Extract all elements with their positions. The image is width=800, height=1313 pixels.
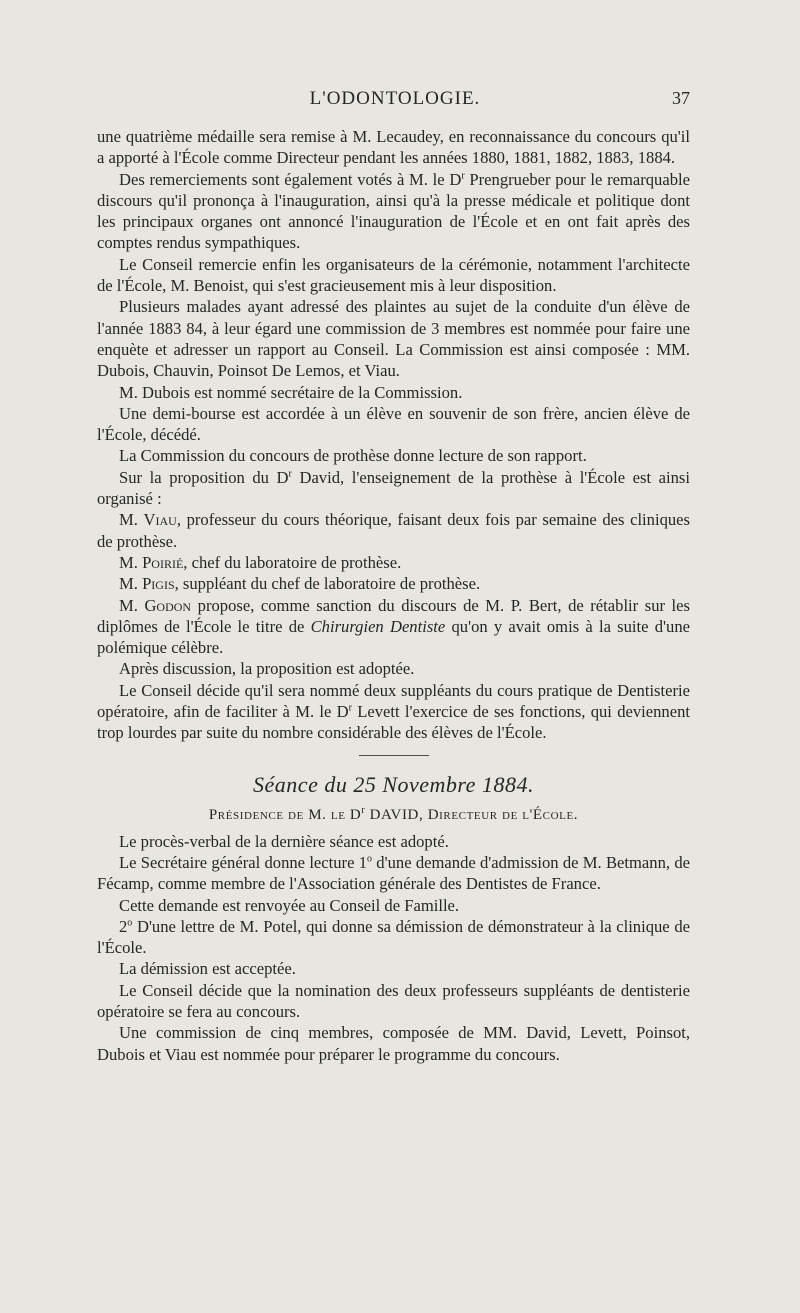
paragraph-half-scholarship: Une demi-bourse est accordée à un élève en souvenir de son frère, ancien élève de l'École, décédé. (97, 403, 690, 445)
mister-prefix: M. (119, 552, 143, 572)
paragraph-family-council: Cette demande est renvoyée au Conseil de Famille. (119, 895, 460, 915)
title-chirurgien-dentiste: Chirurgien Dentiste (310, 616, 446, 636)
paragraph-medal: une quatrième médaille sera remise à M. Lecaudey, en reconnaissance du concours qu'il a apporté à l'École comme Directeur pendant les années 1880, 1881, 1882, 1883, 1884. (97, 127, 690, 168)
session-presidency (97, 805, 690, 825)
paragraph-thanks-start: Des remerciements sont également votés à M. le D (119, 169, 462, 189)
section-divider (359, 755, 429, 756)
admission-end: d'une demande d'admission de M. Betmann, de Fécamp, comme membre de l'Association générale des Dentistes de France. (97, 852, 690, 894)
paragraph-prosthesis-report: La Commission du concours de prothèse donne lecture de son rapport. (119, 446, 587, 466)
paragraph-admission (97, 852, 690, 895)
page-header (100, 88, 690, 114)
page-number: 37 (672, 88, 690, 108)
paragraph-poirie (97, 552, 690, 573)
presidency-label: Présidence de M. le D (208, 806, 362, 823)
paragraph-viau (97, 509, 690, 552)
paragraph-godon (97, 595, 690, 659)
paragraph-secretary: M. Dubois est nommé secrétaire de la Commission. (119, 382, 463, 402)
letter-text: D'une lettre de M. Potel, qui donne sa démission de démonstrateur à la clinique de l'École. (97, 916, 690, 958)
paragraph-adopted: Après discussion, la proposition est adoptée. (119, 659, 415, 679)
ordinal-superscript: o (367, 853, 373, 865)
paragraph-commission: Une commission de cinq membres, composée de MM. David, Levett, Poinsot, Dubois et Viau est nommée pour préparer le programme du concours. (97, 1023, 690, 1064)
person-name: Godon (144, 595, 192, 615)
deputies-end: Levett l'exercice de ses fonctions, qui deviennent trop lourdes par suite du nombre considérable des élèves de l'École. (97, 702, 690, 743)
doctor-superscript: r (461, 170, 465, 182)
mister-prefix: M. (119, 595, 145, 615)
person-name: Viau (143, 510, 177, 530)
paragraph-pigis (97, 573, 690, 594)
letter-number: 2 (119, 916, 128, 936)
role-text: , chef du laboratoire de prothèse. (183, 552, 402, 572)
paragraph-thanks (97, 169, 690, 254)
paragraph-minutes: Le procès-verbal de la dernière séance est adopté. (119, 831, 449, 851)
doctor-superscript: r (361, 804, 366, 816)
body-text (97, 126, 690, 1065)
president-name: DAVID, (365, 806, 428, 823)
paragraph-deputies (97, 680, 690, 744)
ordinal-superscript: o (127, 917, 133, 929)
role-text: , professeur du cours théorique, faisant deux fois par semaine des cliniques de prothèse. (97, 510, 690, 551)
doctor-superscript: r (288, 468, 292, 480)
paragraph-competition: Le Conseil décide que la nomination des deux professeurs suppléants de dentisterie opératoire se fera au concours. (97, 980, 690, 1021)
paragraph-organisers: Le Conseil remercie enfin les organisateurs de la cérémonie, notamment l'architecte de l'École, M. Benoist, qui s'est gracieusement mis à leur disposition. (97, 254, 690, 296)
running-title: L'ODONTOLOGIE. (309, 88, 481, 109)
godon-proposal-start: propose, comme sanction du discours de M. P. Bert, de rétablir sur les diplômes de l'École le titre de (97, 595, 690, 636)
proposal-start: Sur la proposition du D (119, 467, 289, 487)
paragraph-resignation-letter (97, 916, 690, 959)
paragraph-resignation-accepted: La démission est acceptée. (119, 959, 296, 979)
paragraph-thanks-end: Prengrueber pour le remarquable discours qu'il prononça à l'inauguration, ainsi qu'à la presse médicale et politique dont les principaux organes ont annoncé l'inauguration de l'École et en ont fait après des comptes rendus sympathiques. (97, 169, 690, 253)
session-title: Séance du 25 Novembre 1884. (253, 771, 534, 797)
person-name: Poirié (142, 552, 184, 572)
admission-start: Le Secrétaire général donne lecture 1 (119, 852, 368, 872)
mister-prefix: M. (119, 574, 143, 594)
person-name: Pigis (142, 574, 175, 594)
role-text: , suppléant du chef de laboratoire de prothèse. (174, 574, 481, 594)
deputies-start: Le Conseil décide qu'il sera nommé deux suppléants du cours pratique de Dentisterie opératoire, afin de faciliter à M. le D (97, 680, 690, 722)
paragraph-prosthesis-proposal (97, 467, 690, 510)
godon-proposal-end: qu'on y avait omis à la suite d'une polémique célèbre. (97, 616, 690, 658)
doctor-superscript: r (348, 702, 352, 714)
mister-prefix: M. (119, 510, 144, 530)
proposal-end: David, l'enseignement de la prothèse à l'École est ainsi organisé : (97, 467, 691, 509)
president-role: Directeur de l'École. (427, 806, 579, 823)
paragraph-complaints: Plusieurs malades ayant adressé des plaintes au sujet de la conduite d'un élève de l'année 1883 84, à leur égard une commission de 3 membres est nommée pour faire une enquète et adresser un rapport au Conseil. La Commission est ainsi composée : MM. Dubois, Chauvin, Poinsot De Lemos, et Viau. (97, 297, 690, 381)
